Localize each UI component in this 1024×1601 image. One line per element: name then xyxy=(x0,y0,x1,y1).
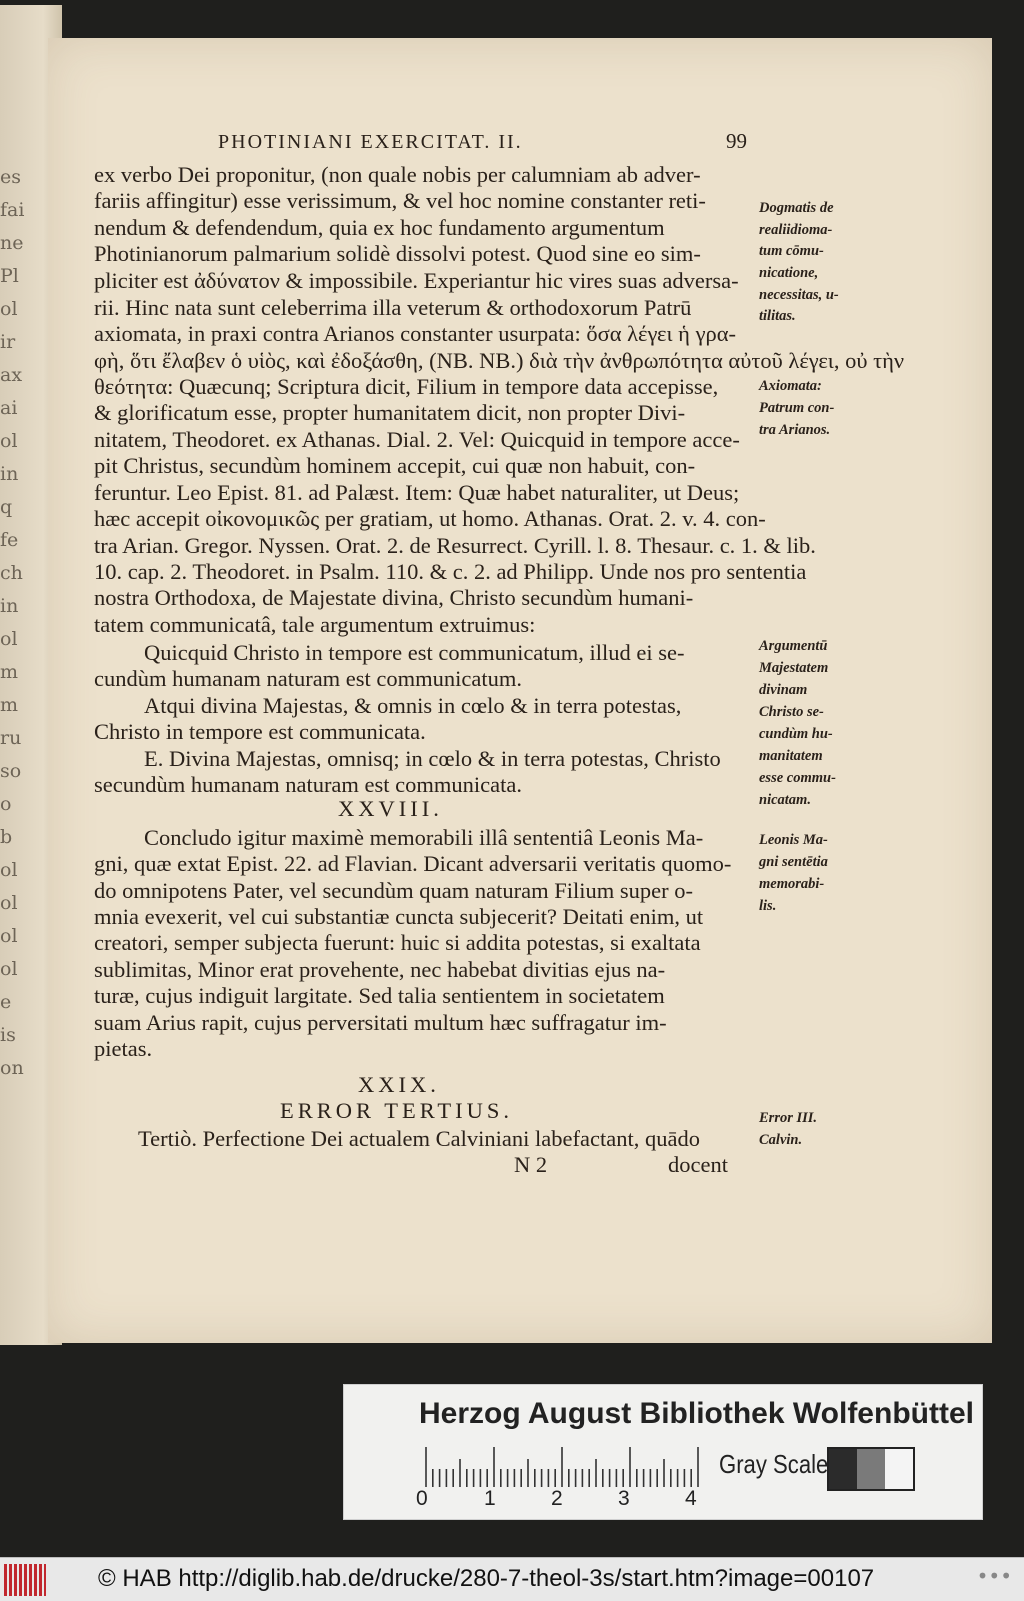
text-line: fariis affingitur) esse verissimum, & vel hoc nomine constanter reti- xyxy=(94,188,706,213)
left-page-fragment: is xyxy=(0,1024,16,1046)
text-line: feruntur. Leo Epist. 81. ad Palæst. Item: Quæ habet naturaliter, ut Deus; xyxy=(94,480,740,505)
margin-note: Dogmatis de xyxy=(759,200,834,216)
left-page-fragment: ol xyxy=(0,892,18,914)
margin-note: memorabi- xyxy=(759,876,825,892)
margin-note: Leonis Ma- xyxy=(759,832,828,848)
left-page-fragment: ch xyxy=(0,562,23,584)
text-line: φὴ, ὅτι ἔλαβεν ὁ υἱὸς, καὶ ἐδοξάσθη, (NB. NB.) διὰ τὴν ἀνθρωπότητα αὐτοῦ λέγει, οὐ τὴν xyxy=(94,348,905,373)
margin-note: tra Arianos. xyxy=(759,422,831,438)
scale-number: 1 xyxy=(484,1487,496,1510)
left-page-fragment: ol xyxy=(0,298,18,320)
text-line: turæ, cujus indiguit largitate. Sed talia sentientem in societatem xyxy=(94,983,665,1008)
left-page-fragment: ol xyxy=(0,925,18,947)
left-page-fragment: b xyxy=(0,826,13,848)
margin-note: divinam xyxy=(759,682,808,698)
margin-note: realiidioma- xyxy=(759,222,833,238)
swatch-dark xyxy=(829,1449,857,1489)
footer-bar xyxy=(0,1557,1024,1601)
library-name: Herzog August Bibliothek Wolfenbüttel xyxy=(419,1397,974,1430)
margin-note: tilitas. xyxy=(759,308,796,324)
left-page-fragment: in xyxy=(0,463,19,485)
margin-note: Christo se- xyxy=(759,704,824,720)
text-line: creatori, semper subjecta fuerunt: huic si addita potestas, si exaltata xyxy=(94,930,701,955)
text-line: 10. cap. 2. Theodoret. in Psalm. 110. & c. 2. ad Philipp. Unde nos pro sententia xyxy=(94,559,807,584)
margin-note: cundùm hu- xyxy=(759,726,833,742)
margin-note: esse commu- xyxy=(759,770,836,786)
source-url[interactable]: © HAB http://diglib.hab.de/drucke/280-7-theol-3s/start.htm?image=00107 xyxy=(98,1565,875,1592)
left-page-fragment: m xyxy=(0,661,19,683)
text-line: nitatem, Theodoret. ex Athanas. Dial. 2. Vel: Quicquid in tempore acce- xyxy=(94,427,740,452)
margin-note: Error III. xyxy=(759,1110,818,1126)
left-page-fragment: ir xyxy=(0,331,16,353)
text-line: cundùm humanam naturam est communicatum. xyxy=(94,666,523,691)
margin-note: Calvin. xyxy=(759,1132,803,1148)
left-page-fragment: ai xyxy=(0,397,18,419)
text-line: E. Divina Majestas, omnisq; in cœlo & in terra potestas, Christo xyxy=(144,746,721,771)
left-page-fragment: ne xyxy=(0,232,24,254)
margin-note: gni sentētia xyxy=(759,854,828,870)
left-page-fragment: o xyxy=(0,793,12,815)
text-line: ERROR TERTIUS. xyxy=(280,1098,514,1123)
text-line: nostra Orthodoxa, de Majestate divina, Christo secundùm humani- xyxy=(94,585,694,610)
margin-note: lis. xyxy=(759,898,777,914)
margin-note: necessitas, u- xyxy=(759,287,839,303)
margin-note: Argumentū xyxy=(759,638,828,654)
text-line: hæc accepit οἰκονομικῶς per gratiam, ut homo. Athanas. Orat. 2. v. 4. con- xyxy=(94,506,766,531)
left-page-fragment: e xyxy=(0,991,12,1013)
text-line: & glorificatum esse, propter humanitatem dicit, non propter Divi- xyxy=(94,400,686,425)
catchword: docent xyxy=(668,1152,728,1177)
text-line: mnia evexerit, vel cui substantiæ cuncta subjecerit? Deitati enim, ut xyxy=(94,904,704,929)
text-line: axiomata, in praxi contra Arianos constanter usurpata: ὅσα λέγει ἡ γρα- xyxy=(94,321,737,346)
left-page-fragment: ru xyxy=(0,727,22,749)
text-line: Concludo igitur maximè memorabili illâ sententiâ Leonis Ma- xyxy=(144,825,704,850)
text-line: sublimitas, Minor erat provehente, nec habebat divitias ejus na- xyxy=(94,957,666,982)
text-line: θεότητα: Quæcunq; Scriptura dicit, Filium in tempore data accepisse, xyxy=(94,374,719,399)
gray-scale-swatch xyxy=(827,1447,915,1491)
ruler-scale xyxy=(424,1445,709,1487)
text-line: nendum & defendendum, quia ex hoc fundamento argumentum xyxy=(94,215,665,240)
text-line: gni, quæ extat Epist. 22. ad Flavian. Dicant adversarii veritatis quomo- xyxy=(94,851,732,876)
swatch-light xyxy=(885,1449,913,1489)
text-line: Quicquid Christo in tempore est communicatum, illud ei se- xyxy=(144,640,685,665)
scale-number: 0 xyxy=(416,1487,428,1510)
left-page-fragment: so xyxy=(0,760,22,782)
text-line: Christo in tempore est communicata. xyxy=(94,719,426,744)
library-color-card xyxy=(343,1384,983,1520)
left-page-fragment: ol xyxy=(0,958,18,980)
text-line: pietas. xyxy=(94,1036,153,1061)
text-line: XXVIII. xyxy=(338,796,443,821)
page-number: 99 xyxy=(726,129,747,153)
left-page-fragment: m xyxy=(0,694,19,716)
text-line: pliciter est ἀδύνατον & impossibile. Experiantur hic vires suas adversa- xyxy=(94,268,739,293)
left-page-fragment: fai xyxy=(0,199,25,221)
book-page xyxy=(48,38,992,1343)
text-line: do omnipotens Pater, vel secundùm quam naturam Filium super o- xyxy=(94,878,693,903)
text-line: XXIX. xyxy=(358,1072,440,1097)
left-page-fragment: ol xyxy=(0,859,18,881)
left-page-fragment: in xyxy=(0,595,19,617)
left-page-fragment: ol xyxy=(0,628,18,650)
text-line: ex verbo Dei proponitur, (non quale nobis per calumniam ab adver- xyxy=(94,162,701,187)
text-line: Tertiò. Perfectione Dei actualem Calviniani labefactant, quādo xyxy=(138,1126,700,1151)
text-line: tra Arian. Gregor. Nyssen. Orat. 2. de Resurrect. Cyrill. l. 8. Thesaur. c. 1. & lib. xyxy=(94,533,816,558)
left-page-fragment: ol xyxy=(0,430,18,452)
left-page-fragment: ax xyxy=(0,364,23,386)
margin-note: tum cōmu- xyxy=(759,243,824,259)
hab-logo-icon[interactable] xyxy=(4,1564,46,1596)
text-line: Atqui divina Majestas, & omnis in cœlo & in terra potestas, xyxy=(144,693,682,718)
scale-number: 4 xyxy=(685,1487,697,1510)
left-page-fragment: on xyxy=(0,1057,24,1079)
left-page-fragment: es xyxy=(0,166,21,188)
text-line: suam Arius rapit, cujus perversitati multum hæc suffragatur im- xyxy=(94,1010,667,1035)
margin-note: nicatione, xyxy=(759,265,819,281)
scale-number: 3 xyxy=(618,1487,630,1510)
margin-note: manitatem xyxy=(759,748,823,764)
more-menu-icon[interactable]: ••• xyxy=(976,1564,1012,1588)
text-line: tatem communicatâ, tale argumentum extruimus: xyxy=(94,612,536,637)
signature-mark: N 2 xyxy=(514,1152,548,1177)
left-page-fragment: Pl xyxy=(0,265,19,287)
gray-scale-label: Gray Scale xyxy=(719,1449,829,1479)
scale-number: 2 xyxy=(551,1487,563,1510)
left-page-fragment: fe xyxy=(0,529,19,551)
text-line: rii. Hinc nata sunt celeberrima illa veterum & orthodoxorum Patrū xyxy=(94,295,692,320)
margin-note: Patrum con- xyxy=(759,400,835,416)
left-page-fragment: q xyxy=(0,496,13,518)
swatch-mid xyxy=(857,1449,885,1489)
margin-note: Majestatem xyxy=(759,660,829,676)
text-line: pit Christus, secundùm hominem accepit, cui quæ non habuit, con- xyxy=(94,453,696,478)
running-head: PHOTINIANI EXERCITAT. II. xyxy=(218,131,523,153)
text-line: Photinianorum palmarium solidè dissolvi potest. Quod sine eo sim- xyxy=(94,241,701,266)
margin-note: nicatam. xyxy=(759,792,811,808)
text-line: secundùm humanam naturam est communicata. xyxy=(94,772,522,797)
margin-note: Axiomata: xyxy=(759,378,822,394)
